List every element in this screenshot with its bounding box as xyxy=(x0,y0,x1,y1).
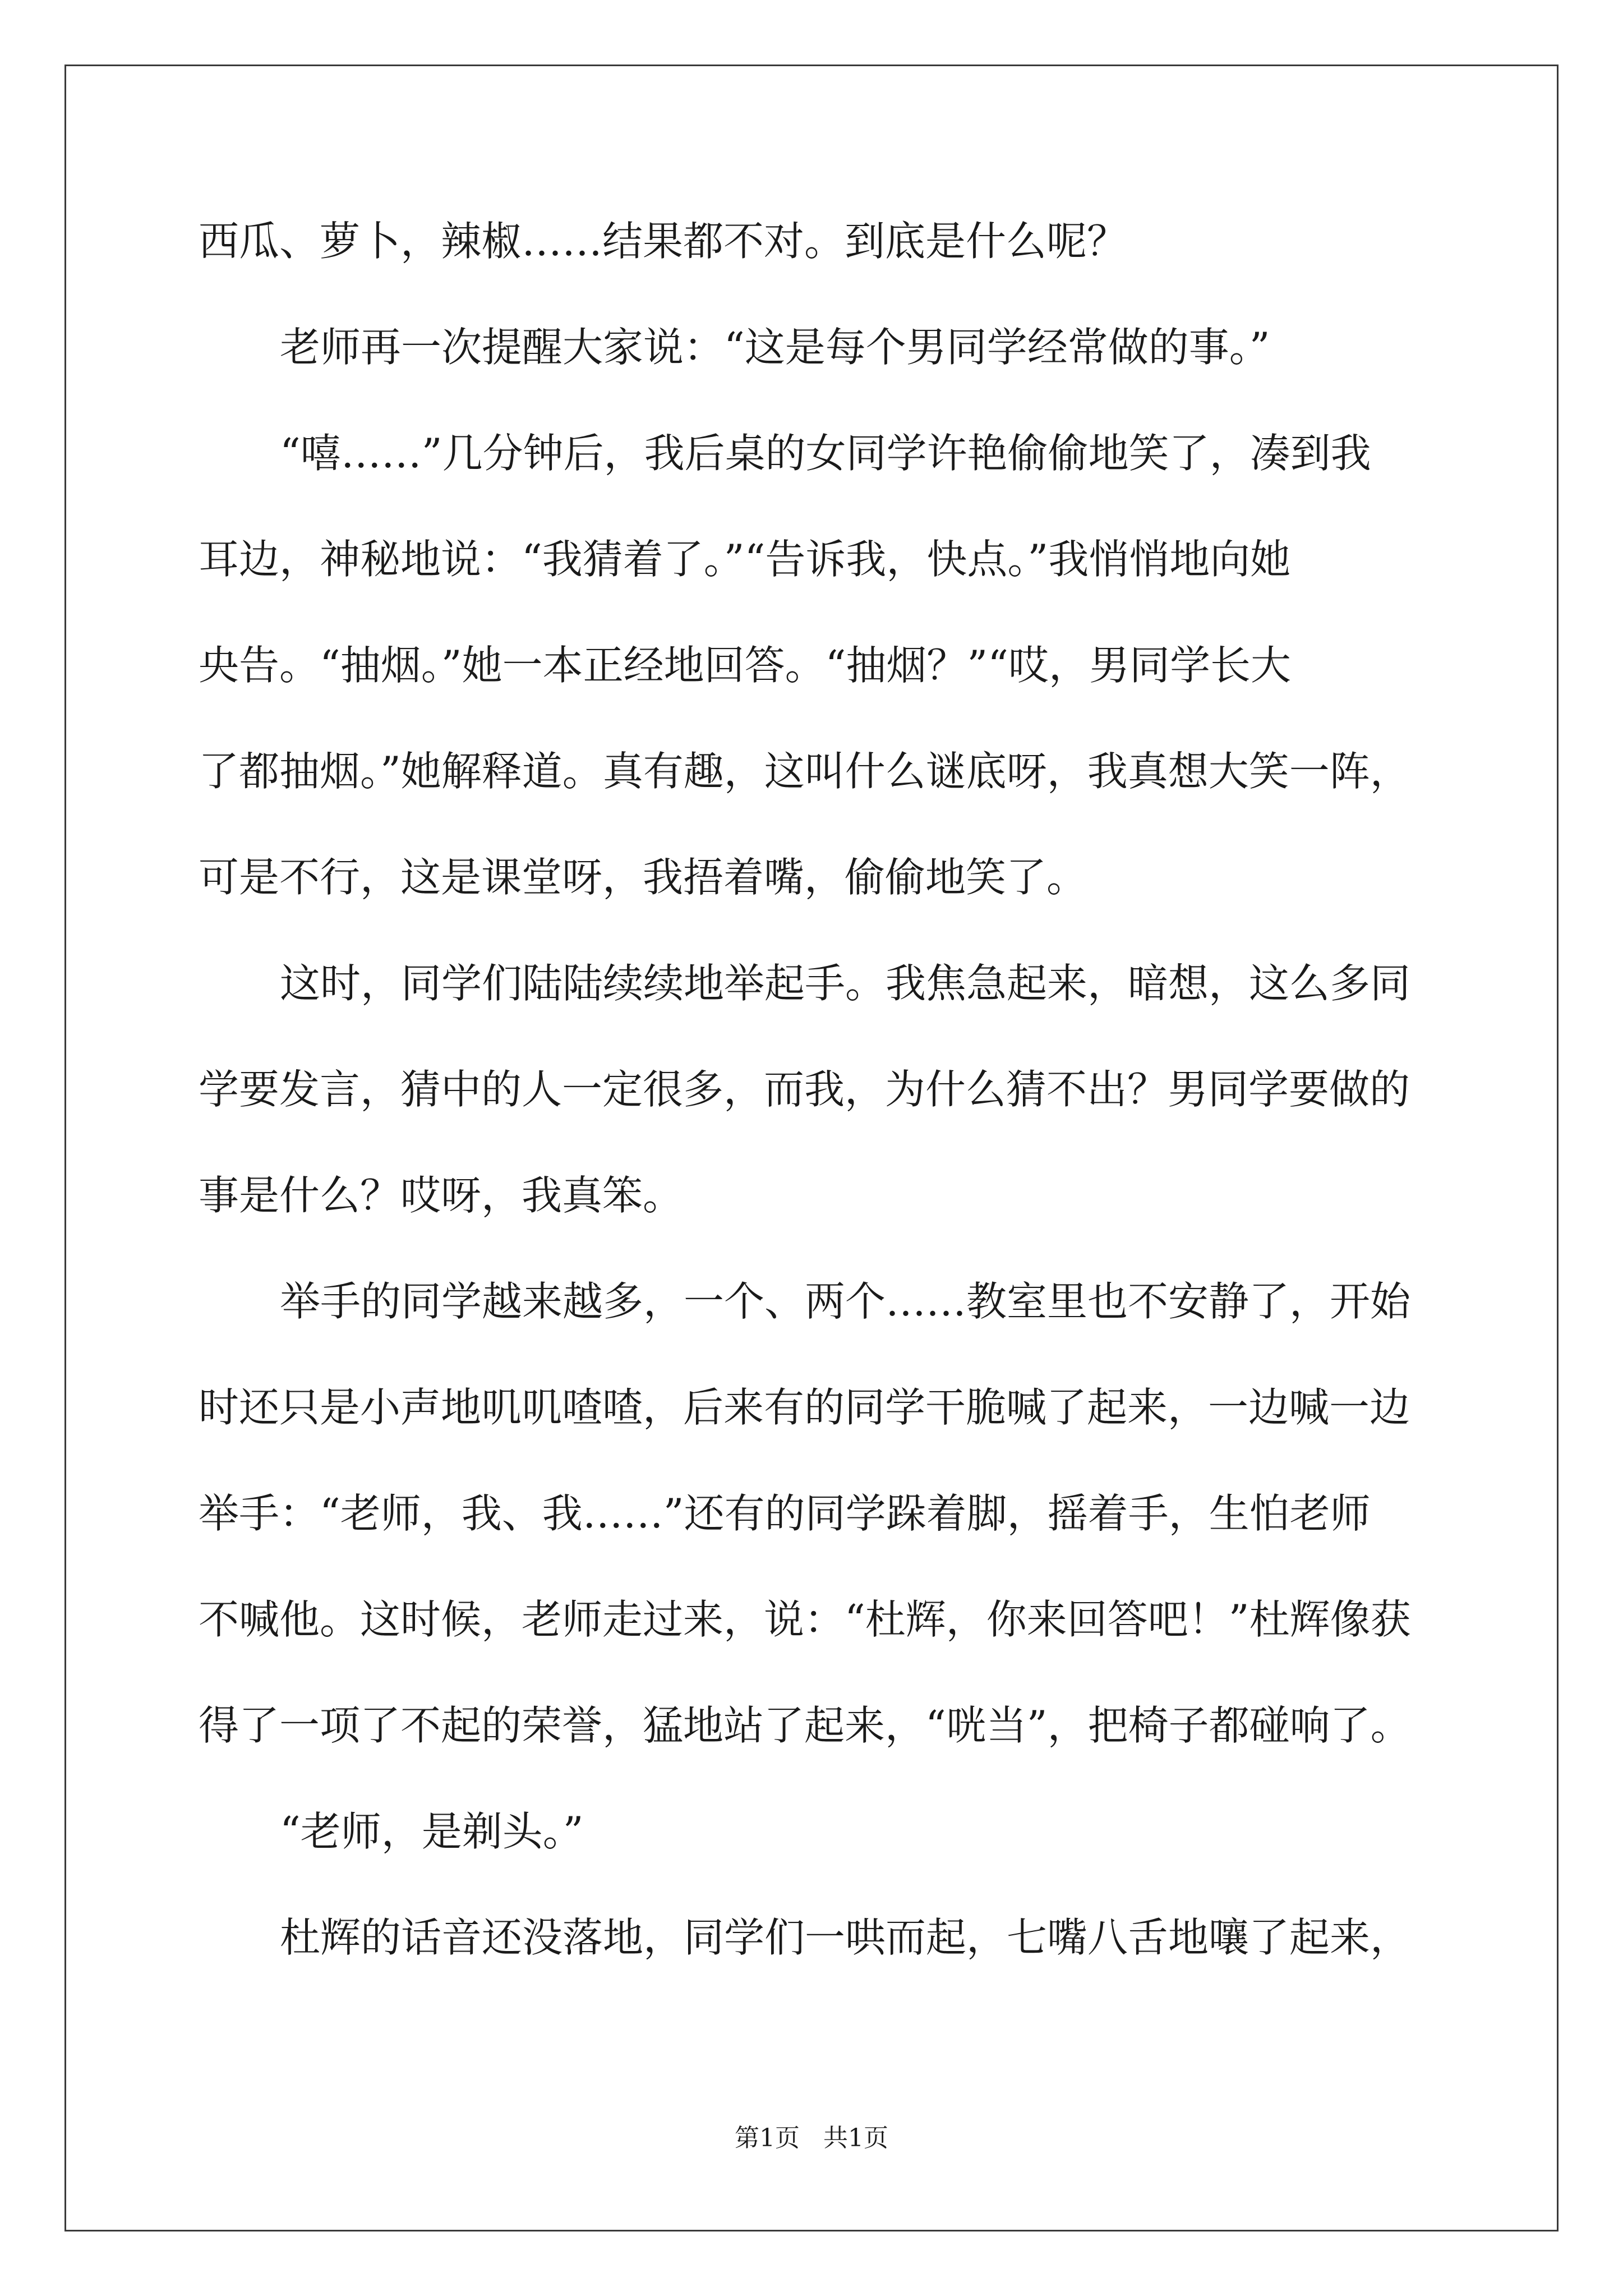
text-line: 举手：“老师，我、我……”还有的同学跺着脚，摇着手，生怕老师 xyxy=(199,1490,1371,1537)
text-line: 杜辉的话音还没落地，同学们一哄而起，七嘴八舌地嚷了起来， xyxy=(280,1914,1411,1961)
text-line: “嘻……”几分钟后，我后桌的女同学许艳偷偷地笑了，凑到我 xyxy=(280,430,1371,477)
text-line: “老师，是剃头。” xyxy=(280,1808,584,1855)
text-line: 央告。“抽烟。”她一本正经地回答。“抽烟？”“哎，男同学长大 xyxy=(199,642,1292,689)
text-line: 老师再一次提醒大家说：“这是每个男同学经常做的事。” xyxy=(280,324,1270,371)
text-line: 西瓜、萝卜，辣椒……结果都不对。到底是什么呢？ xyxy=(199,218,1128,265)
text-line: 时还只是小声地叽叽喳喳，后来有的同学干脆喊了起来，一边喊一边 xyxy=(199,1384,1410,1431)
page-border xyxy=(64,65,1559,2231)
text-line: 事是什么？哎呀，我真笨。 xyxy=(199,1172,684,1219)
text-line: 可是不行，这是课堂呀，我捂着嘴，偷偷地笑了。 xyxy=(199,854,1087,901)
text-line: 耳边，神秘地说：“我猜着了。”“告诉我，快点。”我悄悄地向她 xyxy=(199,536,1291,583)
page-footer: 第1页 共1页 xyxy=(735,2124,888,2152)
text-line: 了都抽烟。”她解释道。真有趣，这叫什么谜底呀，我真想大笑一阵， xyxy=(199,748,1410,795)
text-line: 得了一项了不起的荣誉，猛地站了起来，“咣当”，把椅子都碰响了。 xyxy=(199,1702,1411,1749)
text-line: 学要发言，猜中的人一定很多，而我，为什么猜不出？男同学要做的 xyxy=(199,1066,1410,1113)
text-line: 这时，同学们陆陆续续地举起手。我焦急起来，暗想，这么多同 xyxy=(280,960,1411,1007)
text-line: 不喊他。这时候，老师走过来，说：“杜辉，你来回答吧！”杜辉像获 xyxy=(199,1596,1411,1643)
text-line: 举手的同学越来越多，一个、两个……教室里也不安静了，开始 xyxy=(280,1278,1411,1325)
